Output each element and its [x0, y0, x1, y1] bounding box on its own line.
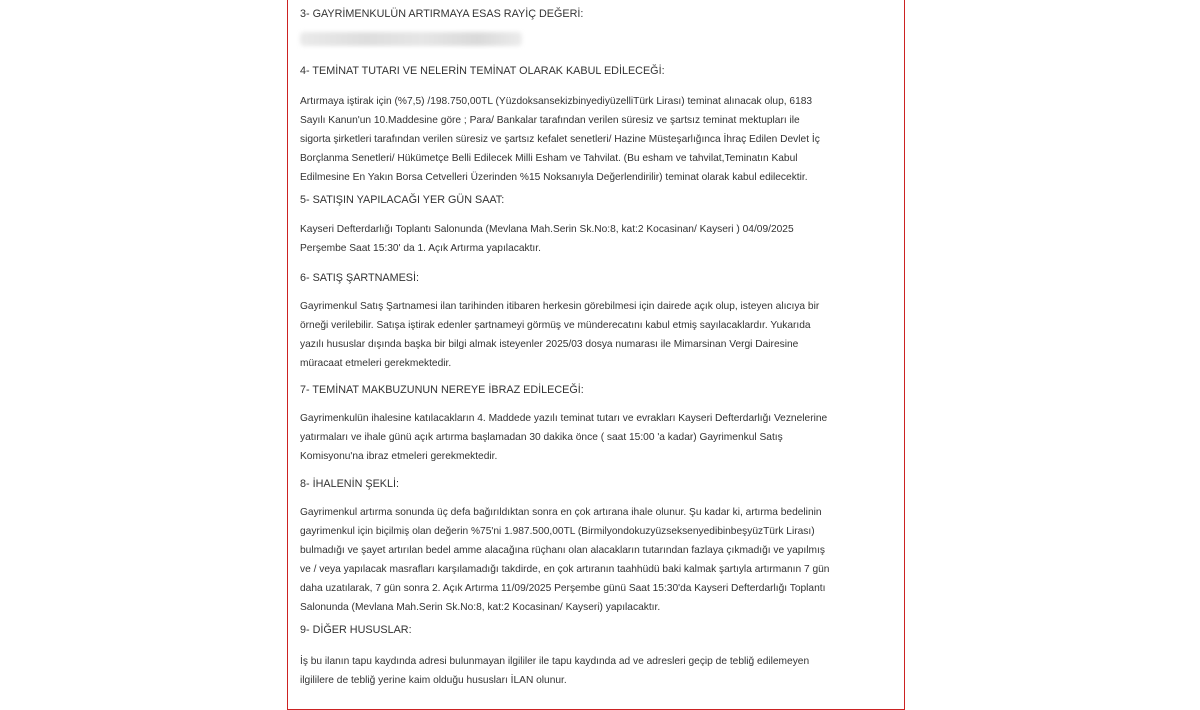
section-heading-9: 9- DİĞER HUSUSLAR: [300, 624, 412, 636]
section-body-8 [300, 503, 896, 617]
paragraph-line: Artırmaya iştirak için (%7,5) /198.750,00TL (YüzdoksansekizbinyediyüzelliTürk Lirası) teminat alınacak olup, 6183 [300, 96, 813, 107]
section-heading-5: 5- SATIŞIN YAPILACAĞI YER GÜN SAAT: [300, 194, 505, 206]
paragraph-line: Sayılı Kanun'un 10.Maddesine göre ; Para/ Bankalar tarafından verilen süresiz ve şartsız teminat mektupları ile [300, 115, 800, 126]
paragraph-line: yazılı hususlar dışında başka bir bilgi almak isteyenler 2025/03 dosya numarası ile Mimarsinan Vergi Dairesine [300, 339, 799, 350]
section-heading-8: 8- İHALENİN ŞEKLİ: [300, 478, 400, 490]
redacted-value [300, 32, 522, 46]
paragraph-line: örneği verilebilir. Satışa iştirak edenler şartnameyi görmüş ve münderecatını kabul etmiş sayılacaklardır. Yukarıda [300, 320, 811, 331]
paragraph-line: müracaat etmeleri gerekmektedir. [300, 358, 452, 369]
section-body-7 [300, 409, 896, 466]
paragraph-line: yatırmaları ve ihale günü açık artırma başlamadan 30 dakika önce ( saat 15:00 'a kadar) Gayrimenkul Satış [300, 432, 783, 443]
paragraph-line: daha uzatılarak, 7 gün sonra 2. Açık Artırma 11/09/2025 Perşembe günü Saat 15:30'da Kayseri Defterdarlığı Toplantı [300, 583, 826, 594]
paragraph-line: Gayrimenkul Satış Şartnamesi ilan tarihinden itibaren herkesin görebilmesi için dairede açık olup, isteyen alıcıya bir [300, 301, 820, 312]
paragraph-line: ve / veya yapılacak masrafları karşılamadığı takdirde, en çok artıranın taahhüdü baki kalmak şartıyla artırmanın 7 gün [300, 564, 830, 575]
section-body-5 [300, 220, 896, 258]
section-heading-4: 4- TEMİNAT TUTARI VE NELERİN TEMİNAT OLARAK KABUL EDİLECEĞİ: [300, 65, 665, 77]
section-heading-6: 6- SATIŞ ŞARTNAMESİ: [300, 272, 419, 284]
section-body-9 [300, 652, 896, 690]
paragraph-line: Kayseri Defterdarlığı Toplantı Salonunda (Mevlana Mah.Serin Sk.No:8, kat:2 Kocasinan/ Kayseri ) 04/09/2025 [300, 224, 794, 235]
paragraph-line: ilgililere de tebliğ yerine kaim olduğu hususları İLAN olunur. [300, 675, 567, 686]
paragraph-line: Komisyonu'na ibraz etmeleri gerekmektedir. [300, 451, 498, 462]
paragraph-line: Gayrimenkulün ihalesine katılacakların 4. Maddede yazılı teminat tutarı ve evrakları Kayseri Defterdarlığı Veznelerine [300, 413, 828, 424]
paragraph-line: Edilmesine En Yakın Borsa Cetvelleri Üzerinden %15 Noksanıyla Değerlendirilir) teminat olarak kabul edilecektir. [300, 172, 808, 183]
section-heading-7: 7- TEMİNAT MAKBUZUNUN NEREYE İBRAZ EDİLECEĞİ: [300, 384, 584, 396]
paragraph-line: gayrimenkul için biçilmiş olan değerin %75'ni 1.987.500,00TL (BirmilyondokuzyüzseksenyedibinbeşyüzTürk Lirası) [300, 526, 815, 537]
document-frame [287, 0, 905, 710]
section-body-4 [300, 92, 896, 187]
paragraph-line: İş bu ilanın tapu kaydında adresi bulunmayan ilgililer ile tapu kaydında ad ve adresleri geçip de tebliğ edilemeyen [300, 656, 810, 667]
paragraph-line: Perşembe Saat 15:30' da 1. Açık Artırma yapılacaktır. [300, 243, 541, 254]
paragraph-line: Salonunda (Mevlana Mah.Serin Sk.No:8, kat:2 Kocasinan/ Kayseri) yapılacaktır. [300, 602, 661, 613]
paragraph-line: sigorta şirketleri tarafından verilen süresiz ve şartsız kefalet senetleri/ Hazine Müsteşarlığınca İhraç Edilen Devlet İç [300, 134, 820, 145]
paragraph-line: Gayrimenkul artırma sonunda üç defa bağırıldıktan sonra en çok artırana ihale olunur. Şu kadar ki, artırma bedelinin [300, 507, 822, 518]
section-body-6 [300, 297, 896, 373]
paragraph-line: Borçlanma Senetleri/ Hükümetçe Belli Edilecek Milli Esham ve Tahvilat. (Bu esham ve tahvilat,Teminatın Kabul [300, 153, 798, 164]
paragraph-line: bulmadığı ve şayet artırılan bedel amme alacağına rüçhanı olan alacakların tutarından fazlaya çıkmadığı ve yapılmış [300, 545, 825, 556]
section-heading-3: 3- GAYRİMENKULÜN ARTIRMAYA ESAS RAYİÇ DEĞERİ: [300, 8, 584, 20]
